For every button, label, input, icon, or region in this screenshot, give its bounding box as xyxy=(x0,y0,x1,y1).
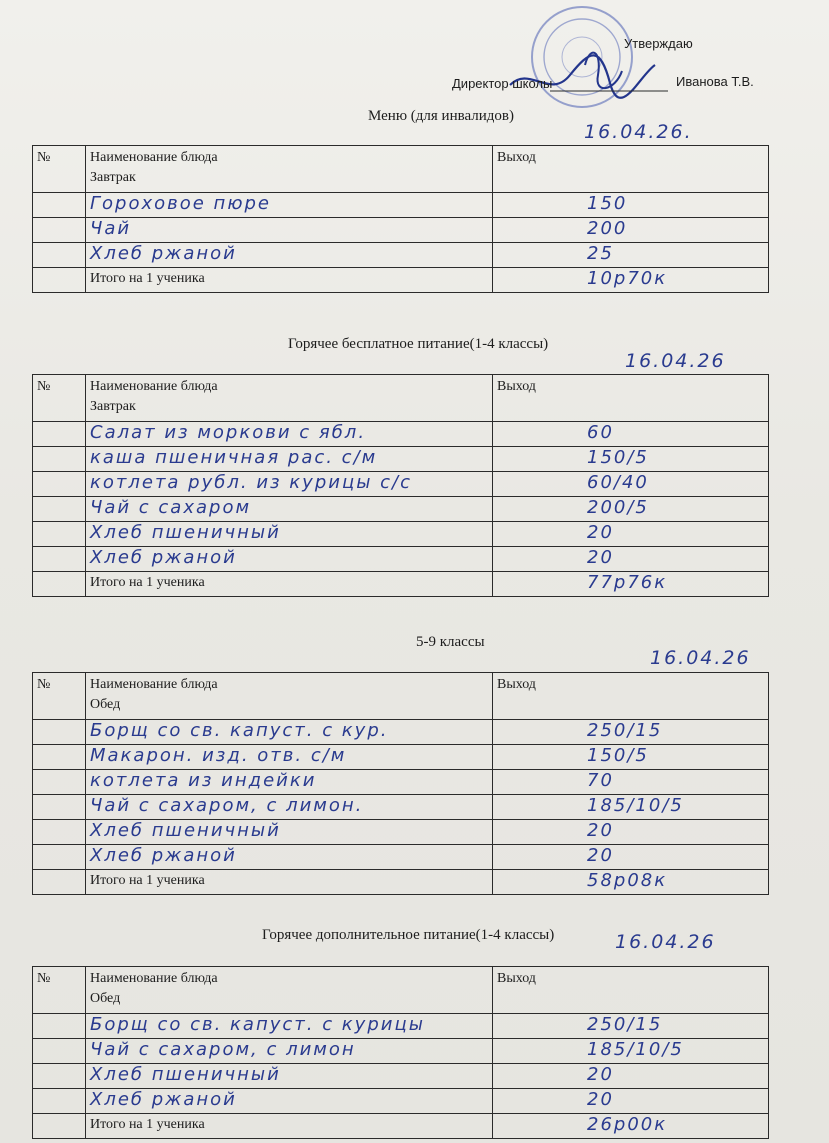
dish-output: 70 xyxy=(587,770,614,791)
col-output: Выход xyxy=(493,375,769,422)
dish-name: Чай с сахаром, с лимон xyxy=(90,1039,356,1060)
table-row xyxy=(33,218,769,243)
stamp-and-signature xyxy=(490,5,670,120)
col-num: № xyxy=(33,673,86,720)
dish-name: Макарон. изд. отв. с/м xyxy=(90,745,347,766)
total-row xyxy=(33,870,769,895)
menu-title-2: Горячее бесплатное питание(1-4 классы) xyxy=(288,336,549,352)
menu-date-3: 16.04.26 xyxy=(650,647,751,669)
dish-output: 60 xyxy=(587,422,614,443)
menu-date-1: 16.04.26. xyxy=(584,121,693,143)
total-value: 10р70к xyxy=(587,268,668,289)
dish-output: 20 xyxy=(587,522,614,543)
table-row xyxy=(33,547,769,572)
table-row xyxy=(33,720,769,745)
table-row xyxy=(33,1039,769,1064)
dish-output: 20 xyxy=(587,845,614,866)
col-output: Выход xyxy=(493,146,769,193)
total-row xyxy=(33,268,769,293)
meal-label: Завтрак xyxy=(90,170,136,185)
dish-name: Хлеб пшеничный xyxy=(90,820,281,841)
dish-name: Борщ со св. капуст. с кур. xyxy=(90,720,389,741)
col-num: № xyxy=(33,967,86,1014)
total-value: 77р76к xyxy=(587,572,668,593)
table-row xyxy=(33,447,769,472)
dish-name: Чай с сахаром xyxy=(90,497,252,518)
dish-output: 150 xyxy=(587,193,628,214)
dish-output: 150/5 xyxy=(587,745,649,766)
dish-name: Борщ со св. капуст. с курицы xyxy=(90,1014,425,1035)
table-row xyxy=(33,193,769,218)
total-value: 58р08к xyxy=(587,870,668,891)
dish-output: 185/10/5 xyxy=(587,1039,684,1060)
col-output: Выход xyxy=(493,967,769,1014)
dish-output: 25 xyxy=(587,243,614,264)
meal-label: Завтрак xyxy=(90,399,136,414)
col-output: Выход xyxy=(493,673,769,720)
table-row xyxy=(33,770,769,795)
menu-date-4: 16.04.26 xyxy=(615,931,716,953)
dish-name: Хлеб ржаной xyxy=(90,845,237,866)
total-label: Итого на 1 ученика xyxy=(86,268,493,293)
col-name: Наименование блюда xyxy=(90,379,218,394)
director-label: Директор школы xyxy=(452,76,553,91)
dish-output: 200/5 xyxy=(587,497,649,518)
menu-table-2 xyxy=(32,374,769,597)
menu-title-4: Горячее дополнительное питание(1-4 классы) xyxy=(262,927,555,943)
menu-title-3: 5-9 классы xyxy=(416,634,485,650)
dish-name: Чай с сахаром, с лимон. xyxy=(90,795,364,816)
dish-name: котлета рубл. из курицы с/с xyxy=(90,472,412,493)
col-name: Наименование блюда xyxy=(90,971,218,986)
dish-output: 20 xyxy=(587,1089,614,1110)
table-row xyxy=(33,497,769,522)
total-label: Итого на 1 ученика xyxy=(86,1114,493,1139)
table-row xyxy=(33,522,769,547)
dish-name: каша пшеничная рас. с/м xyxy=(90,447,378,468)
col-name: Наименование блюда xyxy=(90,150,218,165)
dish-output: 150/5 xyxy=(587,447,649,468)
menu-title-1: Меню (для инвалидов) xyxy=(368,108,514,124)
meal-label: Обед xyxy=(90,991,121,1006)
table-row xyxy=(33,472,769,497)
dish-name: Хлеб пшеничный xyxy=(90,1064,281,1085)
table-row xyxy=(33,820,769,845)
director-name: Иванова Т.В. xyxy=(676,74,754,89)
table-row xyxy=(33,845,769,870)
dish-name: Чай xyxy=(90,218,132,239)
col-name: Наименование блюда xyxy=(90,677,218,692)
menu-date-2: 16.04.26 xyxy=(625,350,726,372)
col-num: № xyxy=(33,146,86,193)
total-row xyxy=(33,1114,769,1139)
table-row xyxy=(33,1014,769,1039)
total-row xyxy=(33,572,769,597)
dish-name: котлета из индейки xyxy=(90,770,317,791)
stamp-seal xyxy=(490,5,670,120)
col-num: № xyxy=(33,375,86,422)
table-row xyxy=(33,243,769,268)
dish-output: 200 xyxy=(587,218,628,239)
dish-name: Хлеб ржаной xyxy=(90,243,237,264)
dish-output: 20 xyxy=(587,547,614,568)
dish-output: 20 xyxy=(587,820,614,841)
menu-table-4 xyxy=(32,966,769,1139)
dish-output: 60/40 xyxy=(587,472,649,493)
dish-output: 250/15 xyxy=(587,720,663,741)
menu-table-1 xyxy=(32,145,769,293)
table-row xyxy=(33,422,769,447)
total-label: Итого на 1 ученика xyxy=(86,572,493,597)
approve-label: Утверждаю xyxy=(624,36,693,51)
table-row xyxy=(33,795,769,820)
total-value: 26р00к xyxy=(587,1114,668,1135)
total-label: Итого на 1 ученика xyxy=(86,870,493,895)
dish-name: Салат из моркови с ябл. xyxy=(90,422,367,443)
meal-label: Обед xyxy=(90,697,121,712)
table-row xyxy=(33,1064,769,1089)
dish-name: Хлеб пшеничный xyxy=(90,522,281,543)
table-row xyxy=(33,1089,769,1114)
dish-output: 250/15 xyxy=(587,1014,663,1035)
dish-output: 20 xyxy=(587,1064,614,1085)
dish-name: Хлеб ржаной xyxy=(90,1089,237,1110)
menu-table-3 xyxy=(32,672,769,895)
dish-name: Гороховое пюре xyxy=(90,193,271,214)
table-row xyxy=(33,745,769,770)
dish-name: Хлеб ржаной xyxy=(90,547,237,568)
dish-output: 185/10/5 xyxy=(587,795,684,816)
